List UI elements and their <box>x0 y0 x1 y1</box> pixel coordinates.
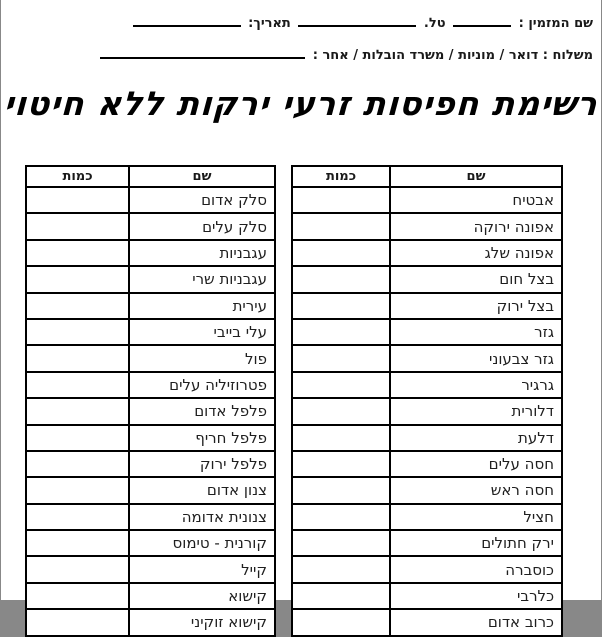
quantity-cell[interactable] <box>292 477 390 503</box>
seed-row <box>292 425 562 451</box>
seed-name: עירית <box>129 293 275 319</box>
seed-name: גזר צבעוני <box>390 345 562 371</box>
seed-name: דלעת <box>390 425 562 451</box>
seed-row <box>26 319 275 345</box>
quantity-cell[interactable] <box>292 451 390 477</box>
seed-name: פטרוזיליה עלים <box>129 372 275 398</box>
quantity-cell[interactable] <box>292 293 390 319</box>
quantity-cell[interactable] <box>26 398 129 424</box>
quantity-cell[interactable] <box>26 609 129 635</box>
quantity-cell[interactable] <box>292 345 390 371</box>
seed-row <box>26 187 275 213</box>
quantity-cell[interactable] <box>26 187 129 213</box>
quantity-cell[interactable] <box>292 583 390 609</box>
seed-name: פלפל אדום <box>129 398 275 424</box>
quantity-cell[interactable] <box>26 266 129 292</box>
seed-row <box>292 240 562 266</box>
seed-row <box>292 319 562 345</box>
quantity-cell[interactable] <box>292 240 390 266</box>
seed-name: בצל חום <box>390 266 562 292</box>
seed-name: ירק חתולים <box>390 530 562 556</box>
seed-row <box>292 583 562 609</box>
seed-tables <box>29 165 563 637</box>
quantity-cell[interactable] <box>26 477 129 503</box>
seed-name: חסה עלים <box>390 451 562 477</box>
seed-name: חסה ראש <box>390 477 562 503</box>
seed-name: גזר <box>390 319 562 345</box>
shipping-other-blank[interactable] <box>100 44 305 59</box>
seed-row <box>26 451 275 477</box>
seed-row <box>26 504 275 530</box>
seed-name: פלפל חריף <box>129 425 275 451</box>
seed-name: אבטיח <box>390 187 562 213</box>
seed-row <box>26 477 275 503</box>
seed-row <box>292 609 562 635</box>
seed-name: כוסברה <box>390 556 562 582</box>
quantity-cell[interactable] <box>26 530 129 556</box>
seed-name: אפונה שלג <box>390 240 562 266</box>
quantity-cell[interactable] <box>292 266 390 292</box>
shipping-method-label: משלוח : דואר / מוניות / משרד הובלות / אחר : <box>312 48 593 63</box>
quantity-cell[interactable] <box>292 530 390 556</box>
name-column-header: שם <box>390 166 562 187</box>
quantity-cell[interactable] <box>26 425 129 451</box>
seed-name: עגבניות שרי <box>129 266 275 292</box>
header-line-1 <box>61 12 593 31</box>
quantity-cell[interactable] <box>292 372 390 398</box>
seed-name: בצל ירוק <box>390 293 562 319</box>
seed-row <box>26 293 275 319</box>
quantity-cell[interactable] <box>292 398 390 424</box>
seed-row <box>292 266 562 292</box>
seed-row <box>292 398 562 424</box>
page-title: רשימת חפיסות זרעי ירקות ללא חיטוי <box>2 84 600 123</box>
seed-row <box>26 609 275 635</box>
seed-row <box>26 213 275 239</box>
seed-row <box>292 556 562 582</box>
quantity-cell[interactable] <box>26 240 129 266</box>
quantity-cell[interactable] <box>292 556 390 582</box>
seed-name: פלפל ירוק <box>129 451 275 477</box>
seed-row <box>292 213 562 239</box>
seed-row <box>292 451 562 477</box>
seed-row <box>292 293 562 319</box>
seed-row <box>26 240 275 266</box>
orderer-name-blank[interactable] <box>453 12 511 27</box>
quantity-cell[interactable] <box>292 504 390 530</box>
seed-row <box>26 345 275 371</box>
seed-row <box>26 266 275 292</box>
seed-row <box>292 477 562 503</box>
seed-table-alef-kaf <box>291 165 563 637</box>
quantity-cell[interactable] <box>26 293 129 319</box>
seed-name: גרגיר <box>390 372 562 398</box>
quantity-cell[interactable] <box>292 187 390 213</box>
quantity-column-header: כמות <box>292 166 390 187</box>
quantity-cell[interactable] <box>292 213 390 239</box>
seed-table-samekh-qof <box>25 165 276 637</box>
seed-name: קישוא זוקיני <box>129 609 275 635</box>
seed-row <box>292 504 562 530</box>
quantity-cell[interactable] <box>26 451 129 477</box>
seed-name: עגבניות <box>129 240 275 266</box>
seed-name: אפונה ירוקה <box>390 213 562 239</box>
quantity-cell[interactable] <box>26 556 129 582</box>
seed-name: קישוא <box>129 583 275 609</box>
seed-name: פול <box>129 345 275 371</box>
seed-row <box>292 187 562 213</box>
orderer-name-label: שם המזמין : <box>518 16 593 31</box>
quantity-cell[interactable] <box>292 609 390 635</box>
seed-name: צנון אדום <box>129 477 275 503</box>
tel-blank[interactable] <box>298 12 416 27</box>
name-column-header: שם <box>129 166 275 187</box>
seed-row <box>292 345 562 371</box>
date-blank[interactable] <box>133 12 241 27</box>
seed-row <box>26 556 275 582</box>
seed-name: כרוב אדום <box>390 609 562 635</box>
seed-name: קייל <box>129 556 275 582</box>
quantity-cell[interactable] <box>26 213 129 239</box>
seed-row <box>26 583 275 609</box>
quantity-cell[interactable] <box>26 345 129 371</box>
quantity-cell[interactable] <box>26 583 129 609</box>
seed-row <box>26 398 275 424</box>
seed-row <box>26 425 275 451</box>
seed-row <box>26 372 275 398</box>
quantity-cell[interactable] <box>292 425 390 451</box>
quantity-column-header: כמות <box>26 166 129 187</box>
date-label: תאריך: <box>248 16 291 31</box>
seed-name: דלורית <box>390 398 562 424</box>
seed-name: צנונית אדומה <box>129 504 275 530</box>
order-form-page <box>1 0 601 632</box>
tel-label: טל. <box>423 16 446 31</box>
quantity-cell[interactable] <box>26 372 129 398</box>
seed-row <box>292 530 562 556</box>
seed-name: כלרבי <box>390 583 562 609</box>
table-header-row <box>26 166 275 187</box>
seed-row <box>292 372 562 398</box>
quantity-cell[interactable] <box>26 504 129 530</box>
table-header-row <box>292 166 562 187</box>
seed-row <box>26 530 275 556</box>
quantity-cell[interactable] <box>26 319 129 345</box>
quantity-cell[interactable] <box>292 319 390 345</box>
seed-name: עלי בייבי <box>129 319 275 345</box>
seed-name: סלק עלים <box>129 213 275 239</box>
seed-name: סלק אדום <box>129 187 275 213</box>
seed-name: קורנית - טימוס <box>129 530 275 556</box>
seed-name: חציל <box>390 504 562 530</box>
header-line-2 <box>61 44 593 63</box>
